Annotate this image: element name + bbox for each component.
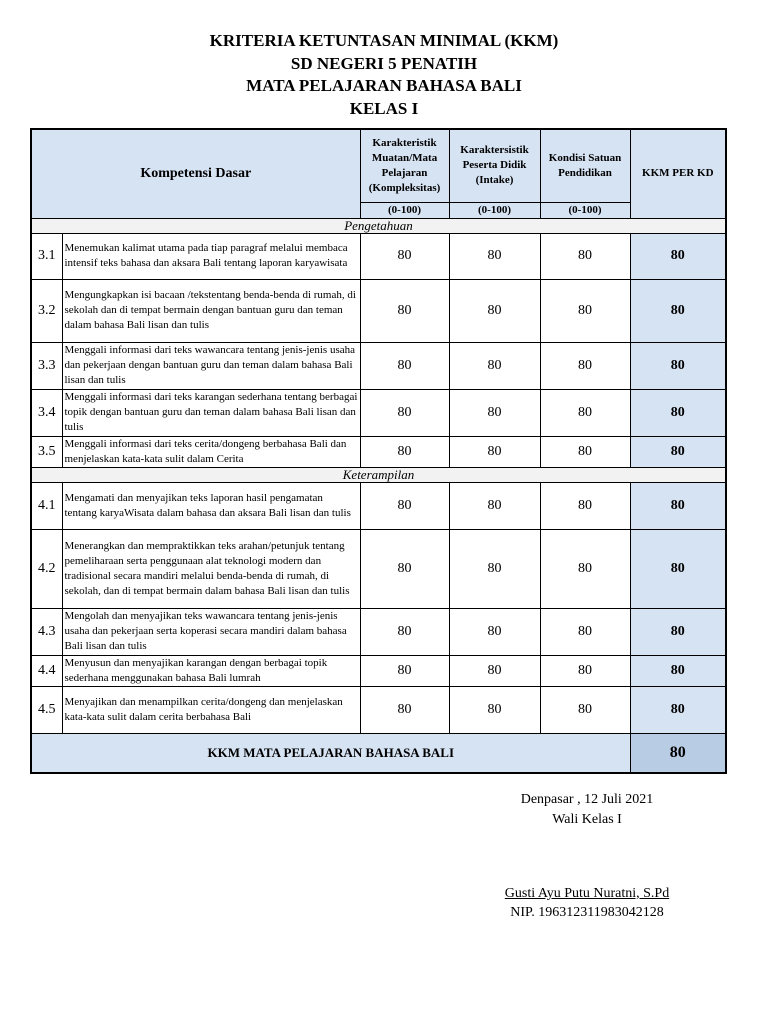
kd-description: Menemukan kalimat utama pada tiap paragraf melalui membaca intensif teks bahasa dan aksara Bali tentang laporan karyawisata [62,233,360,279]
value-kkm-per-kd: 80 [630,279,726,342]
value-kompleksitas: 80 [360,608,449,655]
value-intake: 80 [449,279,540,342]
value-kkm-per-kd: 80 [630,436,726,467]
value-kkm-per-kd: 80 [630,529,726,608]
value-kompleksitas: 80 [360,233,449,279]
title-line: KELAS I [349,98,419,118]
kd-description: Mengamati dan menyajikan teks laporan hasil pengamatan tentang karyaWisata dalam bahasa dan aksara Bali lisan dan tulis [62,482,360,529]
value-kondisi: 80 [540,655,630,686]
value-kompleksitas: 80 [360,279,449,342]
value-kompleksitas: 80 [360,389,449,436]
kd-number: 3.1 [31,233,62,279]
section-keterampilan: Keterampilan [31,467,726,482]
table-row [31,342,726,389]
value-kkm-per-kd: 80 [630,342,726,389]
value-intake: 80 [449,342,540,389]
title-line: SD NEGERI 5 PENATIH [290,53,478,73]
kd-description: Menggali informasi dari teks karangan sederhana tentang berbagai topik dengan bantuan guru dan teman dalam bahasa Bali lisan dan tulis [62,389,360,436]
header-karakteristik-muatan: Karakteristik Muatan/Mata Pelajaran (Kompleksitas) [360,129,449,202]
value-kondisi: 80 [540,529,630,608]
header-kompetensi-dasar: Kompetensi Dasar [31,129,360,218]
table-row [31,436,726,467]
footer-kkm-value: 80 [630,733,726,773]
value-kkm-per-kd: 80 [630,686,726,733]
value-kompleksitas: 80 [360,482,449,529]
kd-number: 3.3 [31,342,62,389]
value-kompleksitas: 80 [360,686,449,733]
signature-role: Wali Kelas I [552,812,622,827]
kkm-table [30,128,727,774]
value-intake: 80 [449,436,540,467]
kd-number: 4.2 [31,529,62,608]
value-kondisi: 80 [540,389,630,436]
title-line: KRITERIA KETUNTASAN MINIMAL (KKM) [209,31,559,50]
header-kondisi-satuan: Kondisi Satuan Pendidikan [540,129,630,202]
table-row [31,482,726,529]
kd-description: Mengungkapkan isi bacaan /tekstentang benda-benda di rumah, di sekolah dan di tempat bermain dengan bantuan guru dan teman dalam bahasa Bali lisan dan tulis [62,279,360,342]
table-row [31,389,726,436]
range-label: (0-100) [360,202,449,218]
kd-number: 4.1 [31,482,62,529]
value-kkm-per-kd: 80 [630,482,726,529]
table-row [31,655,726,686]
value-intake: 80 [449,655,540,686]
value-kompleksitas: 80 [360,655,449,686]
value-kkm-per-kd: 80 [630,389,726,436]
kd-description: Menggali informasi dari teks wawancara tentang jenis-jenis usaha dan pekerjaan dengan bantuan guru dan teman dalam bahasa Bali lisan dan tulis [62,342,360,389]
kd-number: 4.5 [31,686,62,733]
value-kondisi: 80 [540,279,630,342]
value-kkm-per-kd: 80 [630,608,726,655]
value-kondisi: 80 [540,436,630,467]
range-label: (0-100) [449,202,540,218]
range-label: (0-100) [540,202,630,218]
value-kondisi: 80 [540,482,630,529]
header-karakteristik-peserta: Karaktersistik Peserta Didik (Intake) [449,129,540,202]
kd-description: Menyajikan dan menampilkan cerita/dongeng dan menjelaskan kata-kata sulit dalam cerita berbahasa Bali [62,686,360,733]
value-kondisi: 80 [540,608,630,655]
title-line: MATA PELAJARAN BAHASA BALI [246,76,522,95]
kd-number: 3.5 [31,436,62,467]
value-intake: 80 [449,686,540,733]
value-kompleksitas: 80 [360,342,449,389]
signature-name: Gusti Ayu Putu Nuratni, S.Pd [504,886,670,901]
table-row [31,279,726,342]
value-intake: 80 [449,482,540,529]
header-kkm-per-kd: KKM PER KD [630,129,726,218]
kd-description: Menggali informasi dari teks cerita/dongeng berbahasa Bali dan menjelaskan kata-kata sulit dalam Cerita [62,436,360,467]
signature-place-date: Denpasar , 12 Juli 2021 [520,792,654,807]
table-row [31,686,726,733]
table-row [31,233,726,279]
section-pengetahuan: Pengetahuan [31,218,726,233]
value-kompleksitas: 80 [360,529,449,608]
kd-number: 4.3 [31,608,62,655]
table-row [31,529,726,608]
kd-description: Menerangkan dan mempraktikkan teks arahan/petunjuk tentang pemeliharaan serta penggunaan alat teknologi modern dan tradisional secara mandiri melalui benda-benda di rumah, di sekolah, dan di tempat bermain dalam bahasa Bali lisan dan tulis [62,529,360,608]
kd-description: Mengolah dan menyajikan teks wawancara tentang jenis-jenis usaha dan pekerjaan serta koperasi secara mandiri dalam bahasa Bali lisan dan tulis [62,608,360,655]
kd-number: 4.4 [31,655,62,686]
value-kondisi: 80 [540,342,630,389]
value-kondisi: 80 [540,686,630,733]
kd-number: 3.4 [31,389,62,436]
kd-description: Menyusun dan menyajikan karangan dengan berbagai topik sederhana menggunakan bahasa Bali lumrah [62,655,360,686]
value-kkm-per-kd: 80 [630,233,726,279]
value-intake: 80 [449,233,540,279]
footer-row [31,733,726,773]
footer-kkm-label: KKM MATA PELAJARAN BAHASA BALI [31,733,630,773]
kd-number: 3.2 [31,279,62,342]
value-intake: 80 [449,529,540,608]
value-intake: 80 [449,608,540,655]
document-title-block [0,30,768,120]
value-kkm-per-kd: 80 [630,655,726,686]
table-row [31,608,726,655]
value-kompleksitas: 80 [360,436,449,467]
signature-nip: NIP. 196312311983042128 [510,905,664,920]
value-kondisi: 80 [540,233,630,279]
value-intake: 80 [449,389,540,436]
